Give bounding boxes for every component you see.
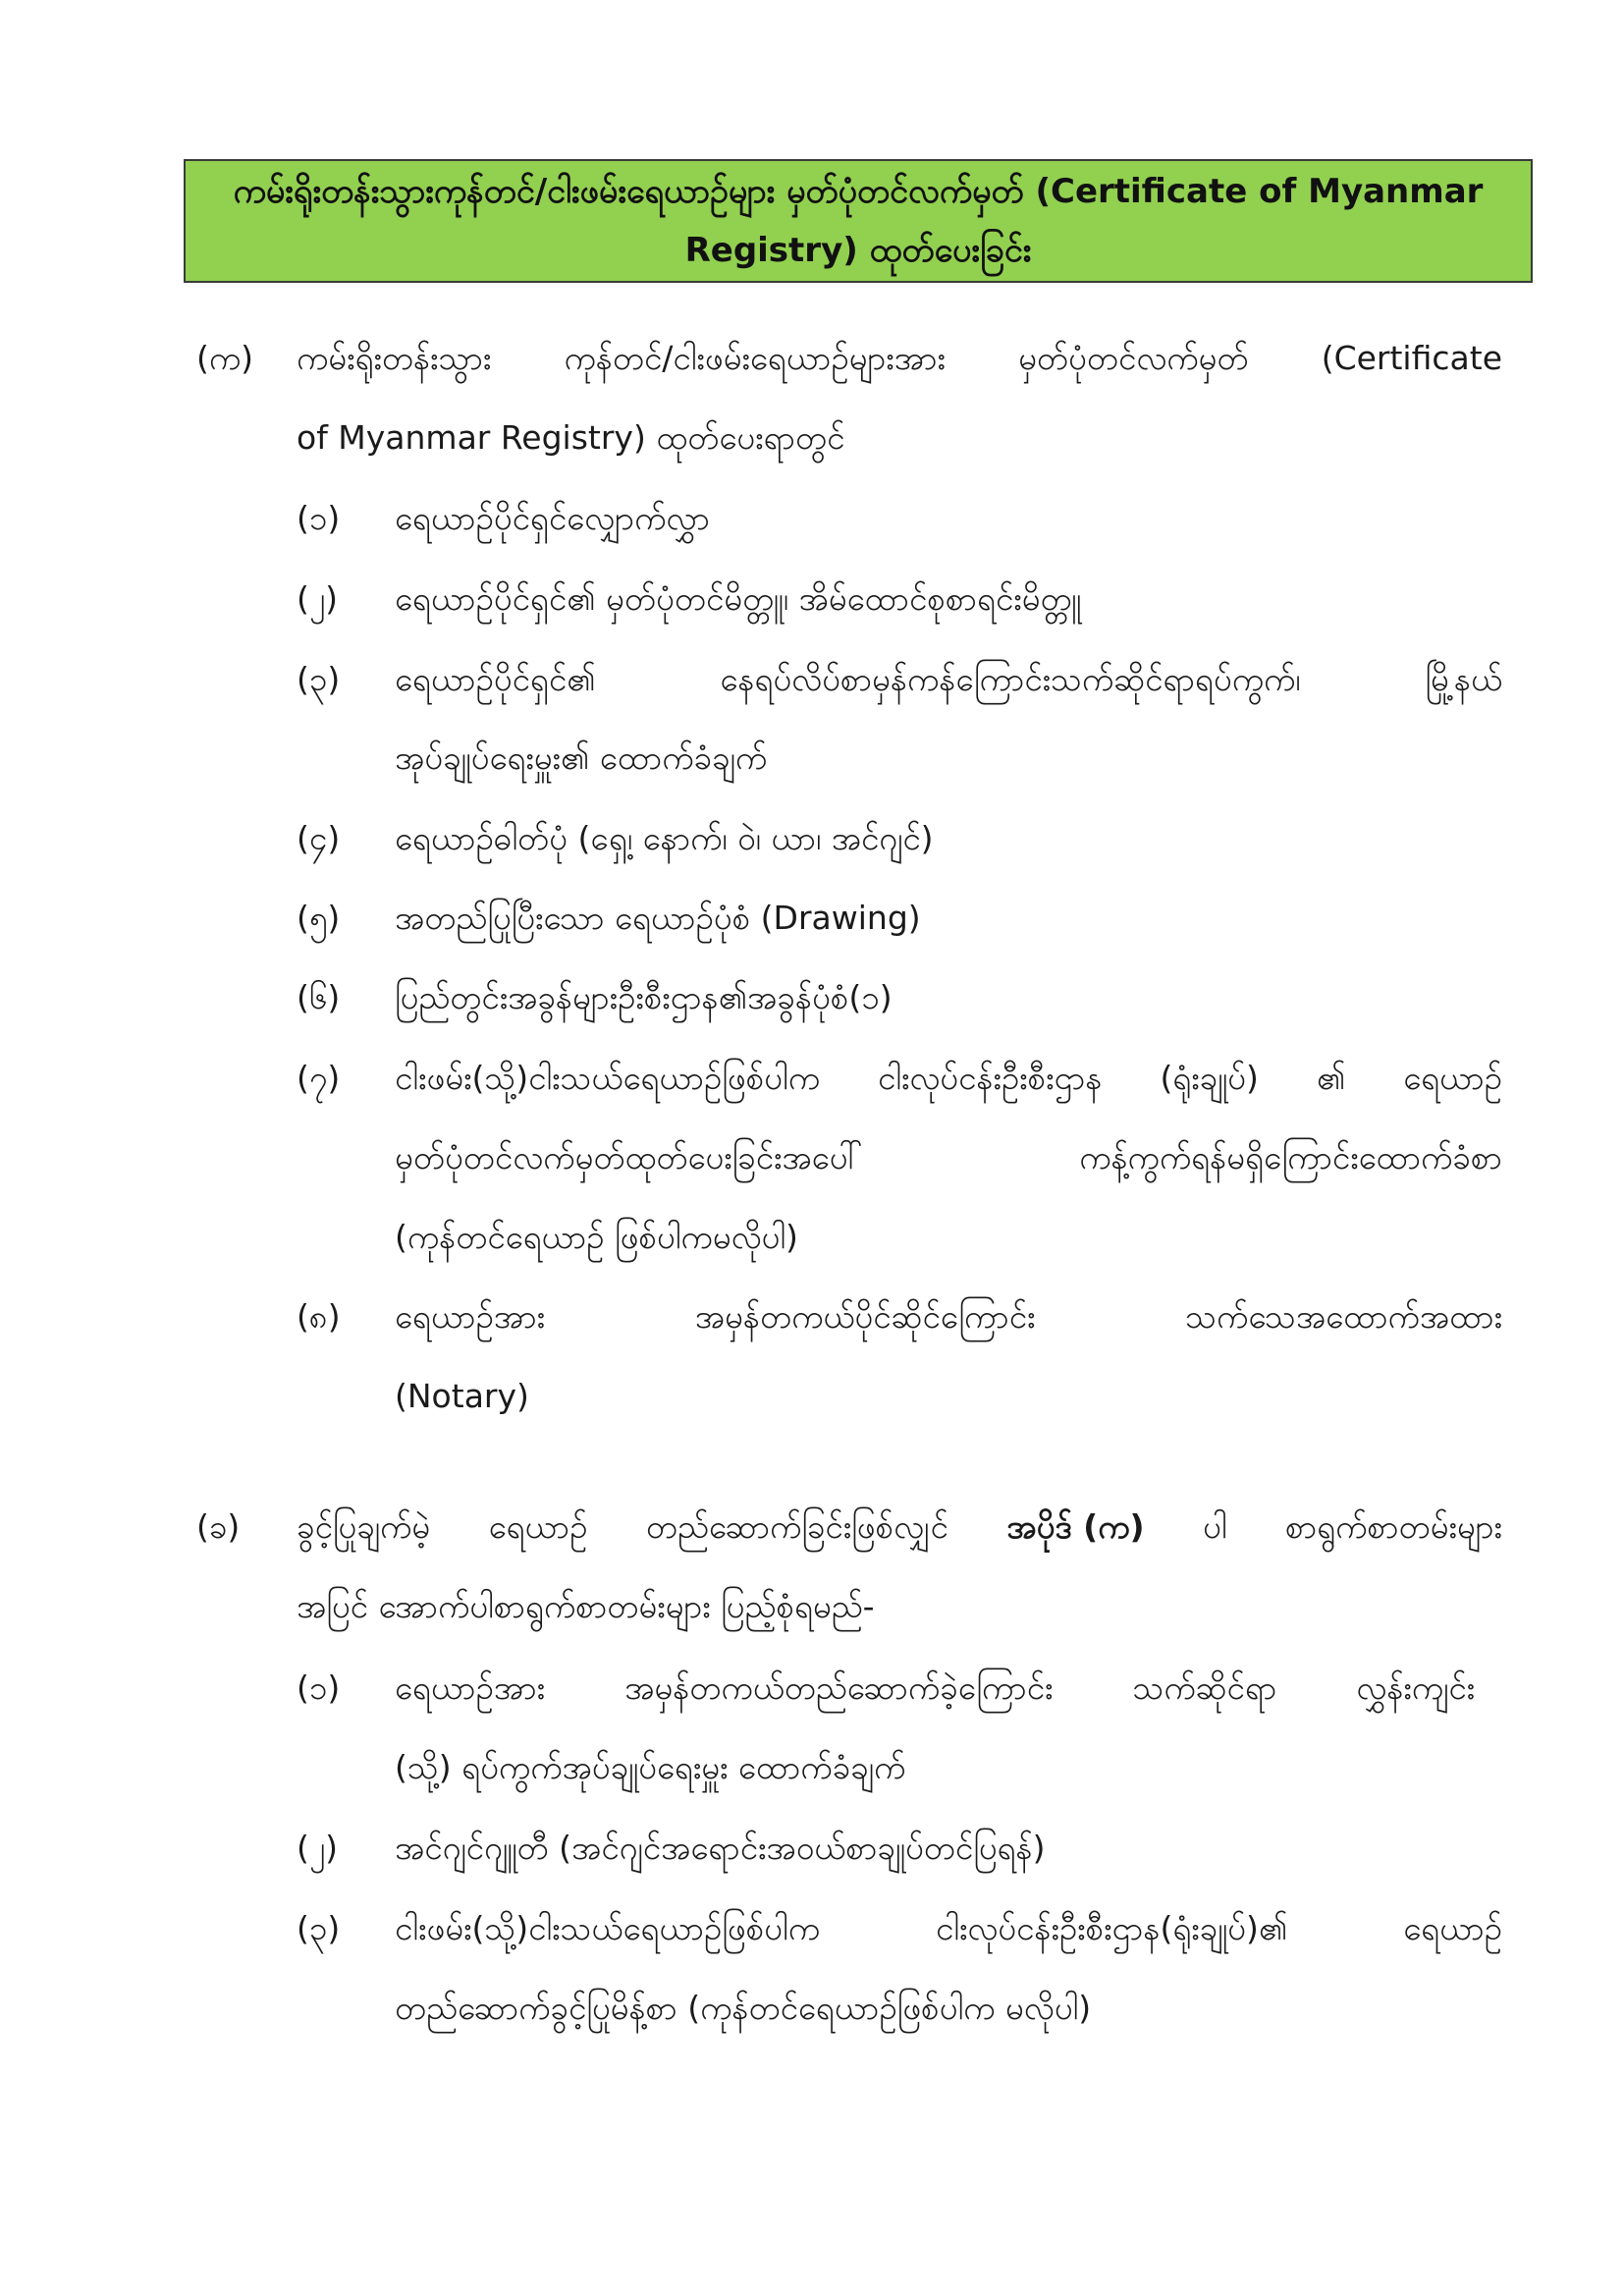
bold-reference	[1006, 1507, 1144, 1547]
section-a-marker: (က)	[196, 339, 254, 377]
word: သက်သေအထောက်အထား	[1185, 1297, 1502, 1336]
item-a7-line-3: (ကုန်တင်ရေယာဉ် ဖြစ်ပါကမလိုပါ)	[395, 1218, 798, 1256]
item-a1-marker: (၁)	[297, 499, 341, 537]
word: ရေယာဉ်	[488, 1507, 588, 1546]
word: သက်ဆိုင်ရာ	[1132, 1668, 1277, 1707]
title-line-2: Registry) ထုတ်ပေးခြင်း	[684, 231, 1032, 270]
item-a3-marker: (၃)	[297, 660, 341, 698]
word: ငါးလုပ်ငန်းဦးစီးဌာန(ရုံးချုပ်)၏	[935, 1909, 1288, 1947]
item-b1-marker: (၁)	[297, 1668, 341, 1707]
word: ရေယာဉ်အား	[395, 1297, 546, 1336]
word: မြို့နယ်	[1425, 660, 1502, 698]
word: ငါးလုပ်ငန်းဦးစီးဌာန	[877, 1059, 1103, 1097]
word: ရေယာဉ်	[1403, 1909, 1502, 1947]
word: ကန့်ကွက်ရန်မရှိကြောင်းထောက်ခံစာ	[1079, 1138, 1502, 1176]
word: မှတ်ပုံတင်လက်မှတ်ထုတ်ပေးခြင်းအပေါ်	[395, 1138, 863, 1176]
item-b1-line-1	[395, 1668, 1475, 1708]
word: ရေယာဉ်အား	[395, 1668, 546, 1707]
word: ကုန်တင်/ငါးဖမ်းရေယာဉ်များအား	[564, 339, 946, 377]
word: အမှန်တကယ်ပိုင်ဆိုင်ကြောင်း	[694, 1297, 1036, 1336]
title-box	[184, 159, 1533, 283]
section-a-line-1	[297, 339, 1502, 378]
item-b1-line-2: (သို့) ရပ်ကွက်အုပ်ချုပ်ရေးမှူး ထောက်ခံချက်	[395, 1748, 906, 1786]
item-b3-marker: (၃)	[297, 1909, 341, 1947]
item-a7-line-1	[395, 1059, 1502, 1098]
word: ၏	[1316, 1059, 1346, 1097]
word: လွှန်းကျင်း	[1356, 1668, 1475, 1707]
word: ရေယာဉ်ပိုင်ရှင်၏	[395, 660, 596, 698]
word: စာရွက်စာတမ်းများ	[1285, 1507, 1502, 1546]
item-a5-marker: (၅)	[297, 899, 341, 937]
item-a2-marker: (၂)	[297, 579, 338, 618]
word: (Certificate	[1321, 339, 1502, 377]
word: နေရပ်လိပ်စာမှန်ကန်ကြောင်းသက်ဆိုင်ရာရပ်ကွက်၊	[720, 660, 1301, 698]
item-a8-marker: (၈)	[297, 1297, 341, 1336]
item-a4-marker: (၄)	[297, 819, 341, 857]
item-a7-marker: (၇)	[297, 1059, 341, 1097]
word: ပါ	[1203, 1507, 1227, 1546]
word: အမှန်တကယ်တည်ဆောက်ခဲ့ကြောင်း	[624, 1668, 1054, 1707]
item-a6-marker: (၆)	[297, 978, 341, 1016]
item-b3-line-2: တည်ဆောက်ခွင့်ပြုမိန့်စာ (ကုန်တင်ရေယာဉ်ဖြစ်ပါက မလိုပါ)	[395, 1989, 1092, 2027]
word: ကမ်းရိုးတန်းသွား	[297, 339, 492, 377]
item-a3-line-2: အုပ်ချုပ်ရေးမှူး၏ ထောက်ခံချက်	[395, 738, 768, 777]
bold-text: အပိုဒ် (က)	[1006, 1507, 1145, 1546]
item-a4-text: ရေယာဉ်ဓါတ်ပုံ (ရှေ့၊ နောက်၊ ဝဲ၊ ယာ၊ အင်ဂျင်)	[395, 819, 934, 857]
title-line-1: ကမ်းရိုးတန်းသွားကုန်တင်/ငါးဖမ်းရေယာဉ်များ မှတ်ပုံတင်လက်မှတ် (Certificate of Myanmar	[233, 172, 1484, 211]
word: ငါးဖမ်း(သို့)ငါးသယ်ရေယာဉ်ဖြစ်ပါက	[395, 1909, 820, 1947]
item-a8-line-1	[395, 1297, 1502, 1337]
item-a3-line-1	[395, 660, 1502, 699]
section-b-line-2: အပြင် အောက်ပါစာရွက်စာတမ်းများ ပြည့်စုံရမည်-	[297, 1587, 875, 1625]
item-b2-marker: (၂)	[297, 1829, 338, 1867]
item-a6-text: ပြည်တွင်းအခွန်များဦးစီးဌာန၏အခွန်ပုံစံ(၁)	[395, 978, 893, 1016]
word: မှတ်ပုံတင်လက်မှတ်	[1018, 339, 1249, 377]
item-a5-text: အတည်ပြုပြီးသော ရေယာဉ်ပုံစံ (Drawing)	[395, 899, 921, 937]
word: (ရုံးချုပ်)	[1160, 1059, 1259, 1097]
word: ငါးဖမ်း(သို့)ငါးသယ်ရေယာဉ်ဖြစ်ပါက	[395, 1059, 820, 1097]
item-b2-text: အင်ဂျင်ဂျူတီ (အင်ဂျင်အရောင်းအဝယ်စာချုပ်တင်ပြရန်)	[395, 1829, 1046, 1867]
page-title	[234, 162, 1484, 280]
word: ခွင့်ပြုချက်မဲ့	[297, 1507, 431, 1546]
item-a8-line-2: (Notary)	[395, 1377, 529, 1415]
section-b-marker: (ခ)	[196, 1507, 241, 1546]
section-b-line-1	[297, 1507, 1502, 1547]
item-a7-line-2	[395, 1138, 1502, 1177]
section-a-line-2: of Myanmar Registry) ထုတ်ပေးရာတွင်	[297, 418, 845, 457]
item-a2-text: ရေယာဉ်ပိုင်ရှင်၏ မှတ်ပုံတင်မိတ္တူ၊ အိမ်ထောင်စုစာရင်းမိတ္တူ	[395, 579, 1082, 618]
word: တည်ဆောက်ခြင်းဖြစ်လျှင်	[645, 1507, 948, 1546]
item-b3-line-1	[395, 1909, 1502, 1948]
item-a1-text: ရေယာဉ်ပိုင်ရှင်လျှောက်လွှာ	[395, 499, 710, 537]
word: ရေယာဉ်	[1403, 1059, 1502, 1097]
